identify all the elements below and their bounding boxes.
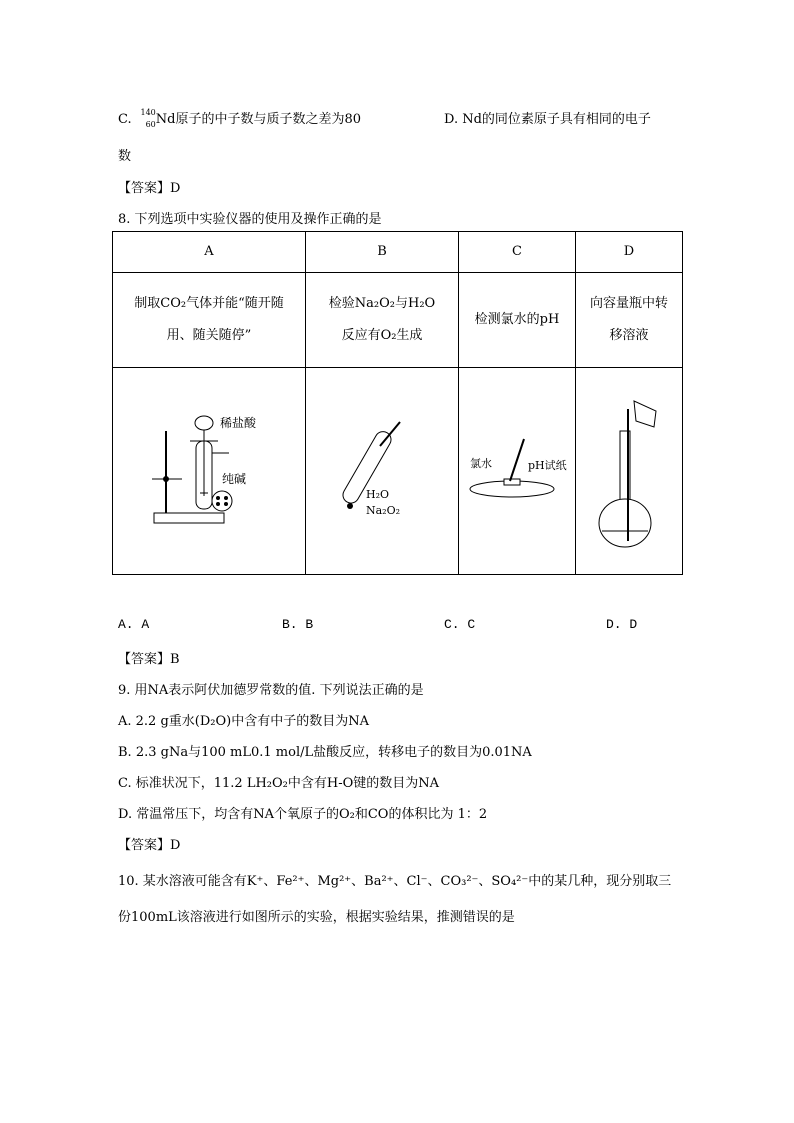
watch-glass-figure (462, 431, 572, 511)
q8-answer: 【答案】B (118, 652, 180, 667)
q9-option-d: D. 常温常压下，均含有NA个氧原子的O₂和CO的体积比为 1：2 (118, 807, 488, 822)
q9-option-b: B. 2.3 gNa与100 mL0.1 mol/L盐酸反应，转移电子的数目为0.01NA (118, 745, 532, 760)
q8-option-c: C. C (444, 617, 476, 632)
table-header-row (113, 232, 683, 273)
desc-c: 检测氯水的pH (459, 273, 576, 368)
volumetric-flask-figure (584, 391, 674, 551)
desc-b: 检验Na₂O₂与H₂O反应有O₂生成 (306, 273, 459, 368)
q9-stem: 9. 用NA表示阿伏加德罗常数的值. 下列说法正确的是 (118, 683, 424, 698)
apparatus-c (459, 368, 576, 575)
q8-option-b: B. B (282, 617, 314, 632)
label-sodium-peroxide: Na₂O₂ (366, 504, 401, 517)
label-dilute-hcl: 稀盐酸 (220, 416, 257, 430)
table-image-row (113, 368, 683, 575)
apparatus-b (306, 368, 459, 575)
header-a: A (113, 232, 306, 273)
q7-answer: 【答案】D (118, 181, 181, 196)
isotope-notation: 140 60 (140, 107, 156, 129)
test-tube-figure (322, 416, 442, 526)
desc-d: 向容量瓶中转移溶液 (576, 273, 683, 368)
label-soda: 纯碱 (222, 472, 247, 486)
q8-table (112, 231, 683, 575)
header-b: B (306, 232, 459, 273)
table-desc-row (113, 273, 683, 368)
header-c: C (459, 232, 576, 273)
desc-a: 制取CO₂气体并能“随开随用、随关随停” (113, 273, 306, 368)
q10-stem-line1: 10. 某水溶液可能含有K⁺、Fe²⁺、Mg²⁺、Ba²⁺、Cl⁻、CO₃²⁻、SO₄²⁻中的某几种，现分别取三 (118, 874, 672, 889)
q9-option-c: C. 标准状况下，11.2 LH₂O₂中含有H-O键的数目为NA (118, 776, 440, 791)
q9-answer: 【答案】D (118, 838, 181, 853)
q7-option-c (118, 108, 361, 130)
label-water: H₂O (366, 488, 390, 501)
apparatus-a (113, 368, 306, 575)
apparatus-d (576, 368, 683, 575)
q8-option-d: D. D (606, 617, 638, 632)
kipp-apparatus-figure (134, 401, 284, 541)
label-chlorine-water: 氯水 (470, 457, 492, 470)
q7-option-d: D. Nd的同位素原子具有相同的电子 (444, 112, 651, 127)
q7-option-d-continued: 数 (118, 149, 132, 164)
label-ph-paper: pH试纸 (528, 459, 567, 472)
q8-stem: 8. 下列选项中实验仪器的使用及操作正确的是 (118, 212, 382, 227)
option-label: C. (118, 112, 132, 127)
option-c-text: Nd原子的中子数与质子数之差为80 (155, 112, 362, 127)
q10-stem-line2: 份100mL该溶液进行如图所示的实验，根据实验结果，推测错误的是 (118, 910, 515, 925)
q9-option-a: A. 2.2 g重水(D₂O)中含有中子的数目为NA (118, 714, 369, 729)
header-d: D (576, 232, 683, 273)
q8-option-a: A. A (118, 617, 150, 632)
